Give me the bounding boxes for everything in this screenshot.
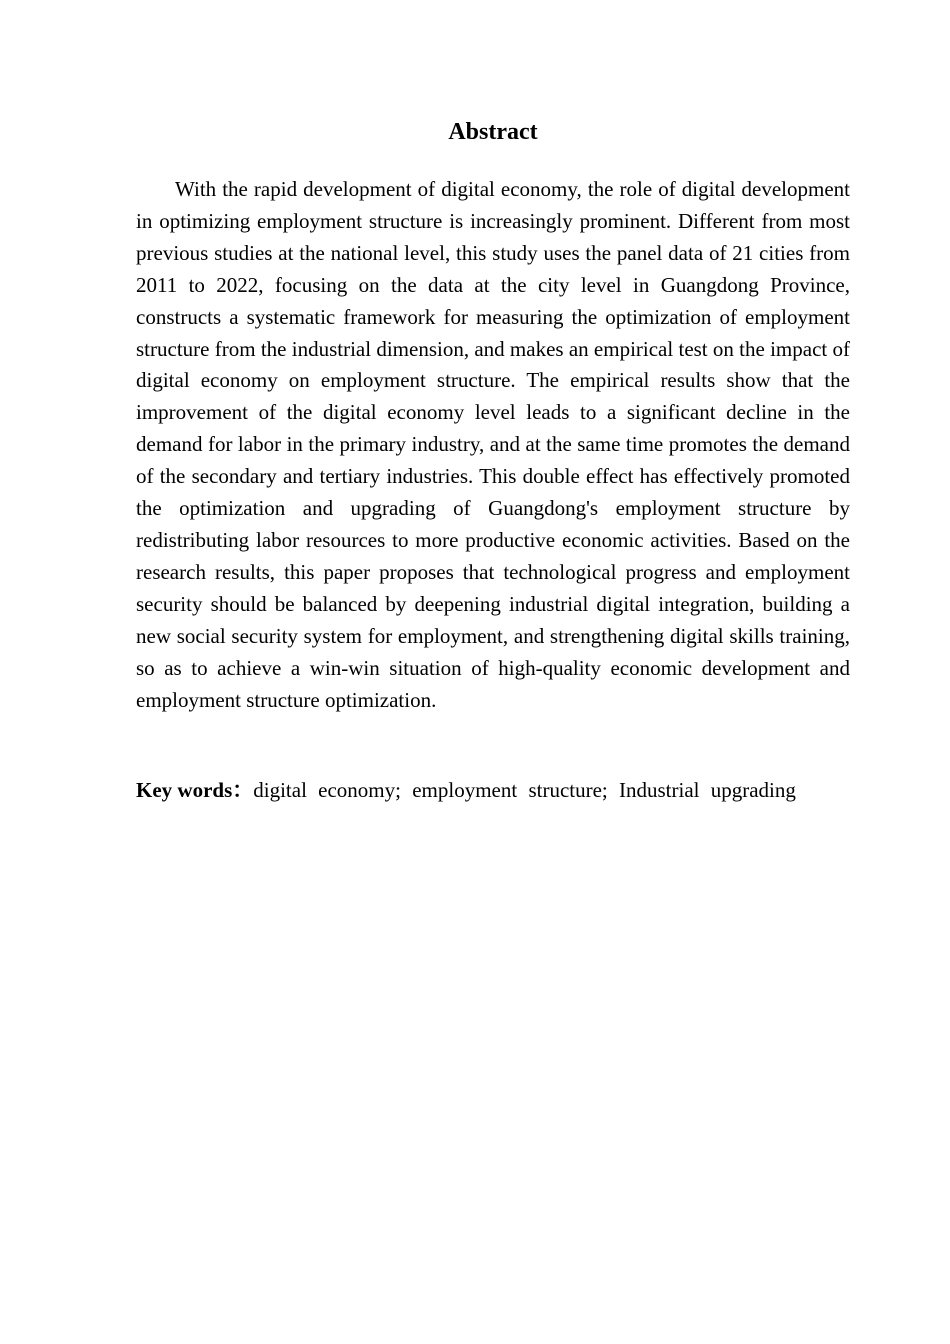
abstract-title: Abstract bbox=[448, 119, 538, 145]
keywords-label: Key words： bbox=[136, 778, 254, 802]
keywords-text: digital economy; employment structure; Industrial upgrading bbox=[253, 778, 796, 802]
abstract-body: With the rapid development of digital economy, the role of digital development in optimizing employment structure is increasingly prominent. Different from most previous studies at the national level, this study uses the panel data of 21 cities from 2011 to 2022, focusing on the data at the city level in Guangdong Province, constructs a systematic framework for measuring the optimization of employment structure from the industrial dimension, and makes an empirical test on the impact of digital economy on employment structure. The empirical results show that the improvement of the digital economy level leads to a significant decline in the demand for labor in the primary industry, and at the same time promotes the demand of the secondary and tertiary industries. This double effect has effectively promoted the optimization and upgrading of Guangdong's employment structure by redistributing labor resources to more productive economic activities. Based on the research results, this paper proposes that technological progress and employment security should be balanced by deepening industrial digital integration, building a new social security system for employment, and strengthening digital skills training, so as to achieve a win-win situation of high-quality economic development and employment structure optimization. bbox=[136, 177, 850, 712]
keywords-line bbox=[136, 774, 850, 806]
